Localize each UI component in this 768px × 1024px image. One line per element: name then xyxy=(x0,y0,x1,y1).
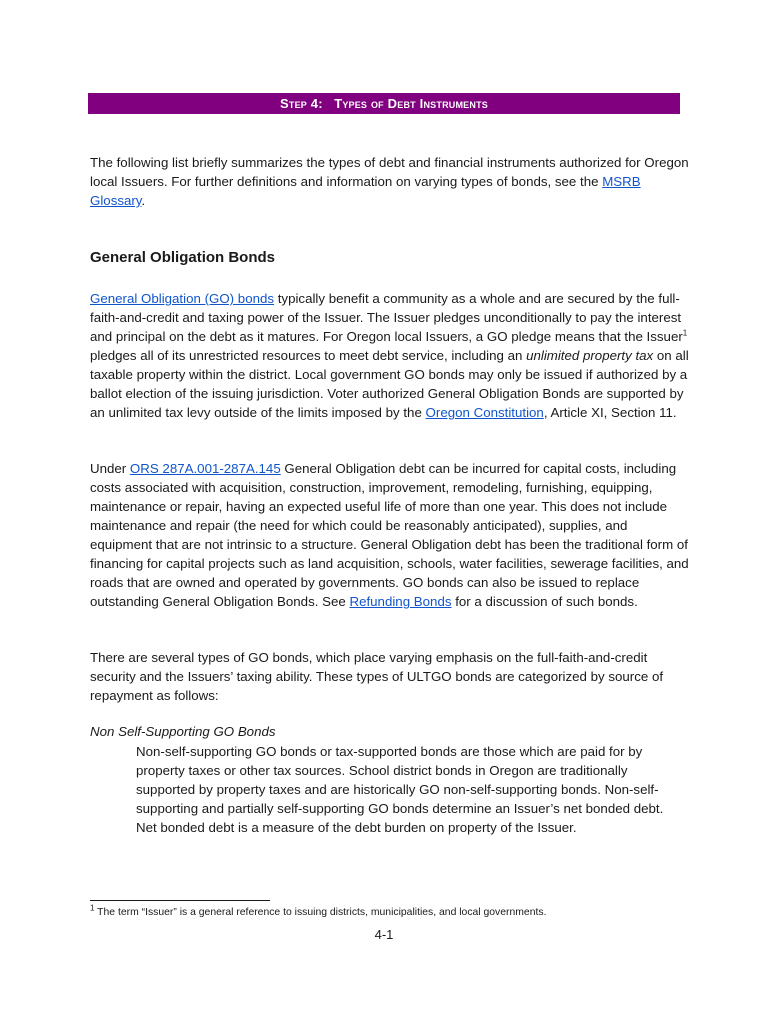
footnote xyxy=(90,903,690,918)
section-heading: General Obligation Bonds xyxy=(90,249,276,266)
banner-step: Step 4: xyxy=(280,96,323,111)
banner-title: Types of Debt Instruments xyxy=(334,96,488,111)
go-bonds-link[interactable]: General Obligation (GO) bonds xyxy=(90,291,275,306)
go-bonds-paragraph xyxy=(90,289,690,422)
para2-text-2: for a discussion of such bonds. xyxy=(451,594,638,609)
footnote-ref: 1 xyxy=(682,328,688,338)
intro-text: The following list briefly summarizes the types of debt and financial instruments authorized for Oregon local Issuers. For further definitions and information on varying types of bonds, see the xyxy=(90,155,689,189)
para1-text-1: typically benefit a community as a whole and are secured by the full-faith-and-credit and taxing power of the Issuer. The Issuer pledges unconditionally to pay the interest and principal on the debt as it matures. For Oregon local Issuers, a GO pledge means that the Issuer xyxy=(90,291,683,344)
ors-paragraph xyxy=(90,459,690,611)
ors-link[interactable]: ORS 287A.001-287A.145 xyxy=(129,461,281,476)
refunding-bonds-link[interactable]: Refunding Bonds xyxy=(349,594,452,609)
oregon-constitution-link[interactable]: Oregon Constitution xyxy=(425,405,544,420)
msrb-glossary-link[interactable]: MSRB Glossary xyxy=(90,174,641,208)
para2-text-1: General Obligation debt can be incurred for capital costs, including costs associated with acquisition, construction, improvement, remodeling, furnishing, equipping, maintenance or repair, having an expected useful life of more than one year. This does not include maintenance and repair (the need for which could be reasonably anticipated), supplies, and equipment that are not intrinsic to a structure. General Obligation debt has been the traditional form of financing for capital projects such as land acquisition, schools, water facilities, sewerage facilities, and roads that are owned and operated by governments. GO bonds can also be issued to replace outstanding General Obligation Bonds. See xyxy=(90,461,689,609)
para2-text-0: Under xyxy=(90,461,130,476)
section-banner xyxy=(88,93,680,114)
non-self-supporting-paragraph: Non-self-supporting GO bonds or tax-supported bonds are those which are paid for by property taxes or other tax sources. School district bonds in Oregon are traditionally supported by property taxes and are historically GO non-self-supporting bonds. Non-self-supporting and partially self-supporting GO bonds determine an Issuer’s net bonded debt. Net bonded debt is a measure of the debt burden on property of the Issuer. xyxy=(136,744,664,835)
footnote-text: The term “Issuer” is a general reference to issuing districts, municipalities, and local governments. xyxy=(94,907,547,918)
footnote-divider xyxy=(90,900,270,901)
subheading-non-self-supporting: Non Self-Supporting GO Bonds xyxy=(90,724,276,739)
footnote-marker: 1 xyxy=(90,903,95,913)
go-types-paragraph: There are several types of GO bonds, which place varying emphasis on the full-faith-and-credit security and the Issuers’ taxing ability. These types of ULTGO bonds are categorized by source of repayment as follows: xyxy=(90,650,664,703)
para1-text-4: , Article XI, Section 11. xyxy=(543,405,677,420)
intro-paragraph xyxy=(90,153,690,210)
page-number: 4-1 xyxy=(374,927,394,942)
para1-text-3: on all taxable property within the district. Local government GO bonds may only be issued if authorized by a ballot election of the issuing jurisdiction. Voter authorized General Obligation Bonds are supported by an unlimited tax levy outside of the limits imposed by the xyxy=(90,348,689,420)
para1-text-2: pledges all of its unrestricted resources to meet debt service, including an xyxy=(90,348,527,363)
intro-end: . xyxy=(141,193,146,208)
para1-emphasis: unlimited property tax xyxy=(526,348,654,363)
